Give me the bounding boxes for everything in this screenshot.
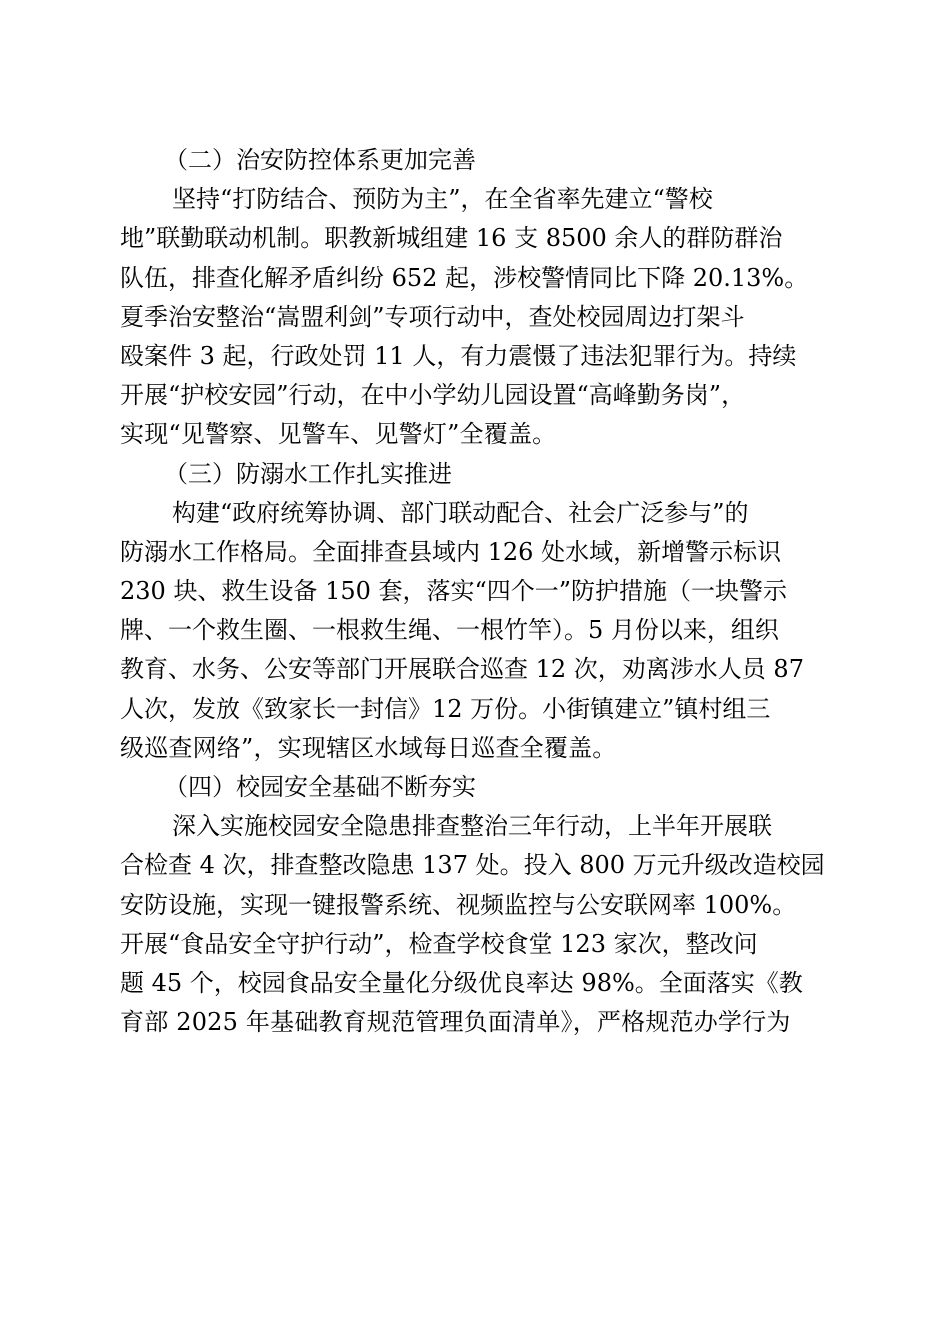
paragraph-line: 殴案件 3 起，行政处罚 11 人，有力震慑了违法犯罪行为。持续 [120,341,797,370]
paragraph-line: 开展“护校安园”行动，在中小学幼儿园设置“高峰勤务岗”， [120,381,746,410]
paragraph-line: 育部 2025 年基础教育规范管理负面清单》，严格规范办学行为 [120,1008,791,1037]
paragraph-line: 队伍，排查化解矛盾纠纷 652 起，涉校警情同比下降 20.13%。 [120,263,809,292]
paragraph-line: 实现“见警察、见警车、见警灯”全覆盖。 [120,420,557,449]
paragraph-line: 人次，发放《致家长一封信》12 万份。小街镇建立”镇村组三 [120,694,771,723]
paragraph-line: 开展“食品安全守护行动”，检查学校食堂 123 家次，整改问 [120,929,758,958]
section-3 [120,456,830,766]
paragraph-line: 级巡查网络”，实现辖区水域每日巡查全覆盖。 [120,733,617,762]
paragraph-line: 230 块、救生设备 150 套，落实“四个一”防护措施（一块警示 [120,577,788,606]
paragraph-line: 合检查 4 次，排查整改隐患 137 处。投入 800 万元升级改造校园 [120,851,825,880]
paragraph-line: 防溺水工作格局。全面排查县域内 126 处水域，新增警示标识 [120,537,782,566]
paragraph-line: 地”联勤联动机制。职教新城组建 16 支 8500 余人的群防群治 [120,224,783,253]
section-2 [120,142,830,452]
section-4 [120,769,830,1040]
paragraph-line: 安防设施，实现一键报警系统、视频监控与公安联网率 100%。 [120,890,797,919]
paragraph-line: 夏季治安整治“嵩盟利剑”专项行动中，查处校园周边打架斗 [120,302,745,331]
section-heading: （四）校园安全基础不断夯实 [164,773,476,801]
paragraph-line: 教育、水务、公安等部门开展联合巡查 12 次，劝离涉水人员 87 [120,655,804,684]
section-heading: （三）防溺水工作扎实推进 [164,459,452,488]
paragraph-line: 题 45 个，校园食品安全量化分级优良率达 98%。全面落实《教 [120,968,803,997]
paragraph-line: 牌、一个救生圈、一根救生绳、一根竹竿）。5 月份以来，组织 [120,616,779,645]
section-heading: （二）治安防控体系更加完善 [164,146,476,174]
paragraph-line: 坚持“打防结合、预防为主”，在全省率先建立“警校 [172,185,713,214]
document-page [120,142,830,1043]
paragraph-line: 深入实施校园安全隐患排查整治三年行动，上半年开展联 [172,812,772,841]
paragraph-line: 构建“政府统筹协调、部门联动配合、社会广泛参与”的 [172,498,749,527]
